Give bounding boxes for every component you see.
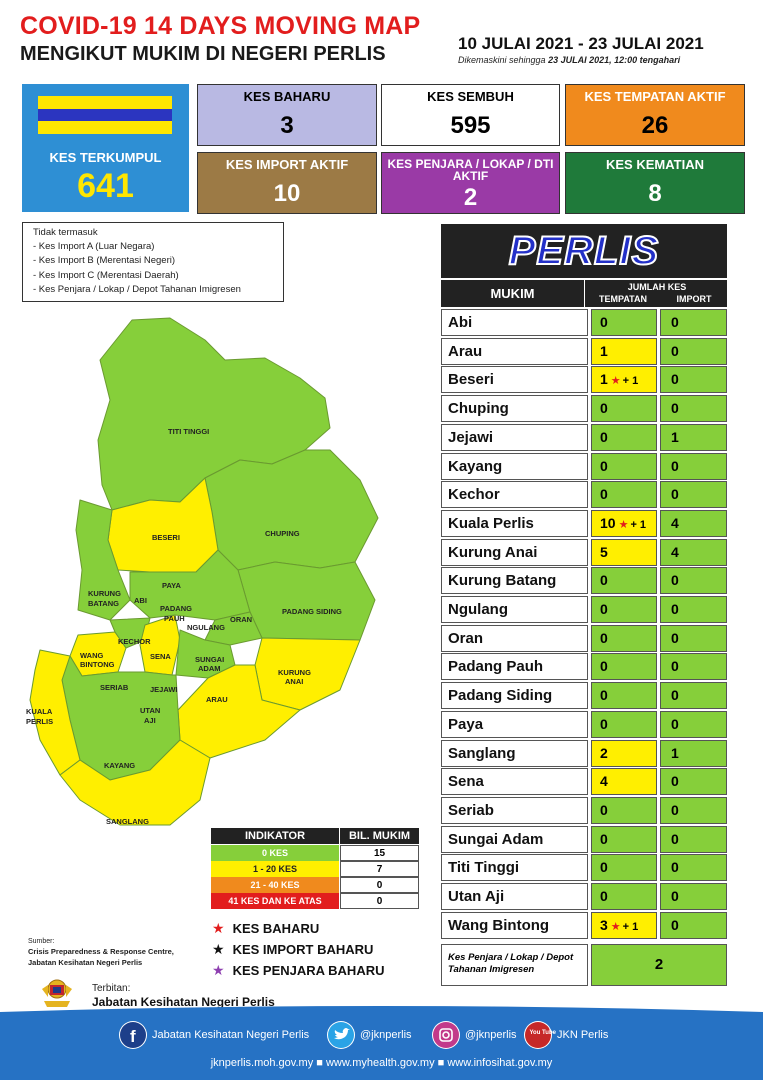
row-import-cases: 0 — [660, 883, 727, 910]
row-mukim-name: Utan Aji — [441, 883, 588, 910]
table-header — [441, 280, 727, 307]
row-local-cases: 5 — [591, 539, 657, 566]
star-icon: ★ — [610, 375, 621, 388]
row-mukim-name: Sanglang — [441, 740, 588, 767]
col-mukim: MUKIM — [441, 280, 585, 307]
row-local-cases: 1 ★ + 1 — [591, 366, 657, 393]
map-label-perlis: PERLIS — [26, 717, 54, 726]
star-icon: ★ — [610, 920, 621, 933]
youtube-icon — [524, 1021, 556, 1049]
map-label-jejawi: JEJAWI — [150, 685, 178, 694]
svg-text:You Tube: You Tube — [529, 1030, 556, 1036]
table-state-banner: PERLIS — [441, 224, 727, 278]
row-mukim-name: Ngulang — [441, 596, 588, 623]
row-local-cases: 0 — [591, 424, 657, 451]
row-import-cases: 0 — [660, 826, 727, 853]
star-icon: ★ — [618, 518, 629, 531]
indicator-level: 1 - 20 KES — [211, 861, 339, 877]
table-row — [441, 567, 727, 594]
deaths-label: KES KEMATIAN — [606, 157, 704, 172]
table-row — [441, 854, 727, 881]
import-active-label: KES IMPORT AKTIF — [225, 157, 349, 172]
map-label-kurung-anai-2: ANAI — [285, 677, 304, 686]
indicator-count: 15 — [340, 845, 419, 861]
map-label-padang: PADANG — [160, 604, 192, 613]
updated-note: Dikemaskini sehingga 23 JULAI 2021, 12:00 tengahari — [458, 55, 681, 65]
map-label-padang-siding: PADANG SIDING — [282, 607, 342, 616]
recovered-value: 595 — [450, 112, 491, 139]
row-local-cases: 3 ★ + 1 — [591, 912, 657, 939]
notes-item: - Kes Import B (Merentasi Negeri) — [33, 255, 176, 267]
row-mukim-name: Kayang — [441, 453, 588, 480]
map-region-chuping — [205, 450, 378, 570]
map-region-padang-siding — [238, 562, 375, 640]
table-row — [441, 740, 727, 767]
svg-text:f: f — [130, 1027, 136, 1046]
map-label-sanglang: SANGLANG — [106, 817, 149, 826]
row-mukim-name: Jejawi — [441, 424, 588, 451]
table-row — [441, 481, 727, 508]
row-mukim-name: Wang Bintong — [441, 912, 588, 939]
map-label-pauh: PAUH — [164, 614, 185, 623]
footer-bar — [0, 1012, 763, 1080]
row-mukim-name: Oran — [441, 625, 588, 652]
exclusion-notes — [22, 222, 284, 302]
indicator-count: 0 — [340, 877, 419, 893]
star-icon: ★ — [212, 920, 225, 936]
row-import-cases: 0 — [660, 854, 727, 881]
row-import-cases: 0 — [660, 481, 727, 508]
row-local-cases: 0 — [591, 883, 657, 910]
row-mukim-name: Kuala Perlis — [441, 510, 588, 537]
local-active-value: 26 — [641, 112, 669, 139]
row-local-cases: 10 ★ + 1 — [591, 510, 657, 537]
row-local-cases: 0 — [591, 596, 657, 623]
row-local-cases: 0 — [591, 309, 657, 336]
map-label-kuala: KUALA — [26, 707, 53, 716]
table-row — [441, 338, 727, 365]
map-label-utan: UTAN — [140, 706, 161, 715]
table-row — [441, 596, 727, 623]
perlis-mukim-map — [0, 300, 430, 830]
row-import-cases: 0 — [660, 338, 727, 365]
publisher-name: Jabatan Kesihatan Negeri Perlis — [92, 995, 275, 1009]
row-import-cases: 0 — [660, 366, 727, 393]
deaths-value: 8 — [648, 180, 662, 207]
map-label-batang: BATANG — [88, 599, 119, 608]
local-active-label: KES TEMPATAN AKTIF — [584, 89, 726, 104]
indicator-count: 7 — [340, 861, 419, 877]
indicator-level: 21 - 40 KES — [211, 877, 339, 893]
row-local-cases: 0 — [591, 854, 657, 881]
table-row — [441, 395, 727, 422]
new-cases-box — [197, 84, 377, 146]
table-row — [441, 366, 727, 393]
prison-row — [441, 944, 727, 986]
row-mukim-name: Kurung Batang — [441, 567, 588, 594]
page-subtitle: MENGIKUT MUKIM DI NEGERI PERLIS — [20, 43, 386, 65]
row-mukim-name: Arau — [441, 338, 588, 365]
row-import-cases: 0 — [660, 453, 727, 480]
row-import-cases: 0 — [660, 309, 727, 336]
table-row — [441, 309, 727, 336]
row-import-cases: 0 — [660, 711, 727, 738]
map-label-sungai: SUNGAI — [195, 655, 225, 664]
row-mukim-name: Kurung Anai — [441, 539, 588, 566]
legend-new-import: ★ KES IMPORT BAHARU — [212, 941, 374, 957]
import-active-box — [197, 152, 377, 214]
notes-item: - Kes Import C (Merentasi Daerah) — [33, 269, 179, 281]
deaths-box — [565, 152, 745, 214]
row-import-cases: 1 — [660, 740, 727, 767]
indicator-count-title: BIL. MUKIM — [340, 828, 419, 844]
indicator-level: 41 KES DAN KE ATAS — [211, 893, 339, 909]
table-row — [441, 653, 727, 680]
map-label-aji: AJI — [144, 716, 156, 725]
table-row — [441, 826, 727, 853]
col-local: TEMPATAN — [599, 294, 647, 304]
row-mukim-name: Seriab — [441, 797, 588, 824]
row-local-cases: 0 — [591, 567, 657, 594]
notes-item: - Kes Penjara / Lokap / Depot Tahanan Imigresen — [33, 283, 241, 295]
row-import-cases: 0 — [660, 395, 727, 422]
row-import-cases: 0 — [660, 625, 727, 652]
notes-item: - Kes Import A (Luar Negara) — [33, 241, 155, 253]
row-mukim-name: Chuping — [441, 395, 588, 422]
perlis-flag-icon — [38, 96, 172, 134]
prison-active-label: KES PENJARA / LOKAP / DTI AKTIF — [387, 157, 554, 183]
map-label-wang: WANG — [80, 651, 104, 660]
cumulative-cases-box — [22, 84, 189, 212]
star-icon: ★ — [212, 962, 225, 978]
indicator-level: 0 KES — [211, 845, 339, 861]
map-label-oran: ORAN — [230, 615, 253, 624]
instagram-icon — [432, 1021, 460, 1049]
table-row — [441, 682, 727, 709]
prison-row-label: Kes Penjara / Lokap / Depot Tahanan Imigresen — [441, 944, 588, 986]
page-title: COVID-19 14 DAYS MOVING MAP — [20, 12, 421, 40]
row-mukim-name: Sungai Adam — [441, 826, 588, 853]
cumulative-label: KES TERKUMPUL — [49, 150, 162, 165]
map-label-sena: SENA — [150, 652, 171, 661]
indicator-count: 0 — [340, 893, 419, 909]
facebook-icon — [119, 1021, 147, 1049]
col-total: JUMLAH KES — [627, 282, 687, 292]
col-import: IMPORT — [676, 294, 712, 304]
map-label-kurung: KURUNG — [88, 589, 121, 598]
row-import-cases: 0 — [660, 797, 727, 824]
source-note: Sumber: Crisis Preparedness & Response Centre, Jabatan Kesihatan Negeri Perlis — [28, 938, 174, 967]
legend-new-case: ★ KES BAHARU — [212, 920, 320, 936]
table-row — [441, 453, 727, 480]
cumulative-value: 641 — [77, 167, 134, 205]
table-row — [441, 539, 727, 566]
notes-title: Tidak termasuk — [33, 227, 98, 238]
table-row — [441, 883, 727, 910]
import-active-value: 10 — [273, 180, 301, 207]
prison-active-box — [381, 152, 560, 214]
row-mukim-name: Titi Tinggi — [441, 854, 588, 881]
table-row — [441, 625, 727, 652]
row-import-cases: 0 — [660, 912, 727, 939]
map-label-beseri: BESERI — [152, 533, 180, 542]
publisher-label: Terbitan: — [92, 983, 131, 994]
map-label-adam: ADAM — [198, 664, 221, 673]
row-import-cases: 0 — [660, 768, 727, 795]
date-range: 10 JULAI 2021 - 23 JULAI 2021 — [458, 34, 704, 53]
indicator-title: INDIKATOR — [211, 828, 339, 844]
recovered-box — [381, 84, 560, 146]
map-label-kechor: KECHOR — [118, 637, 151, 646]
row-mukim-name: Kechor — [441, 481, 588, 508]
row-mukim-name: Padang Siding — [441, 682, 588, 709]
row-local-cases: 0 — [591, 453, 657, 480]
table-row — [441, 510, 727, 537]
row-import-cases: 0 — [660, 682, 727, 709]
row-import-cases: 0 — [660, 653, 727, 680]
row-local-cases: 0 — [591, 682, 657, 709]
map-label-abi: ABI — [134, 596, 147, 605]
map-label-bintong: BINTONG — [80, 660, 115, 669]
row-import-cases: 4 — [660, 539, 727, 566]
twitter-icon — [327, 1021, 355, 1049]
map-label-paya: PAYA — [162, 581, 181, 590]
row-import-cases: 1 — [660, 424, 727, 451]
map-label-arau: ARAU — [206, 695, 228, 704]
new-cases-value: 3 — [280, 112, 294, 139]
map-label-seriab: SERIAB — [100, 683, 129, 692]
row-mukim-name: Padang Pauh — [441, 653, 588, 680]
star-icon: ★ — [212, 941, 225, 957]
prison-row-value: 2 — [591, 944, 727, 986]
map-label-chuping: CHUPING — [265, 529, 300, 538]
row-local-cases: 0 — [591, 653, 657, 680]
map-label-titi-tinggi: TITI TINGGI — [168, 427, 210, 436]
table-row — [441, 797, 727, 824]
row-mukim-name: Abi — [441, 309, 588, 336]
row-local-cases: 1 — [591, 338, 657, 365]
map-label-kayang: KAYANG — [104, 761, 136, 770]
row-local-cases: 0 — [591, 797, 657, 824]
table-row — [441, 768, 727, 795]
row-mukim-name: Paya — [441, 711, 588, 738]
table-row — [441, 912, 727, 939]
map-label-kurung-anai-1: KURUNG — [278, 668, 311, 677]
row-import-cases: 0 — [660, 567, 727, 594]
local-active-box — [565, 84, 745, 146]
legend-new-prison: ★ KES PENJARA BAHARU — [212, 962, 385, 978]
row-local-cases: 0 — [591, 481, 657, 508]
row-mukim-name: Beseri — [441, 366, 588, 393]
row-mukim-name: Sena — [441, 768, 588, 795]
row-local-cases: 0 — [591, 711, 657, 738]
table-row — [441, 711, 727, 738]
recovered-label: KES SEMBUH — [427, 89, 514, 104]
row-local-cases: 0 — [591, 826, 657, 853]
row-local-cases: 0 — [591, 625, 657, 652]
prison-active-value: 2 — [463, 184, 478, 211]
map-label-ngulang: NGULANG — [187, 623, 225, 632]
new-cases-label: KES BAHARU — [243, 89, 331, 104]
footer-urls[interactable]: jknperlis.moh.gov.my ■ www.myhealth.gov.my ■ www.infosihat.gov.my — [210, 1057, 553, 1069]
row-import-cases: 4 — [660, 510, 727, 537]
row-local-cases: 2 — [591, 740, 657, 767]
row-local-cases: 4 — [591, 768, 657, 795]
row-local-cases: 0 — [591, 395, 657, 422]
table-row — [441, 424, 727, 451]
row-import-cases: 0 — [660, 596, 727, 623]
